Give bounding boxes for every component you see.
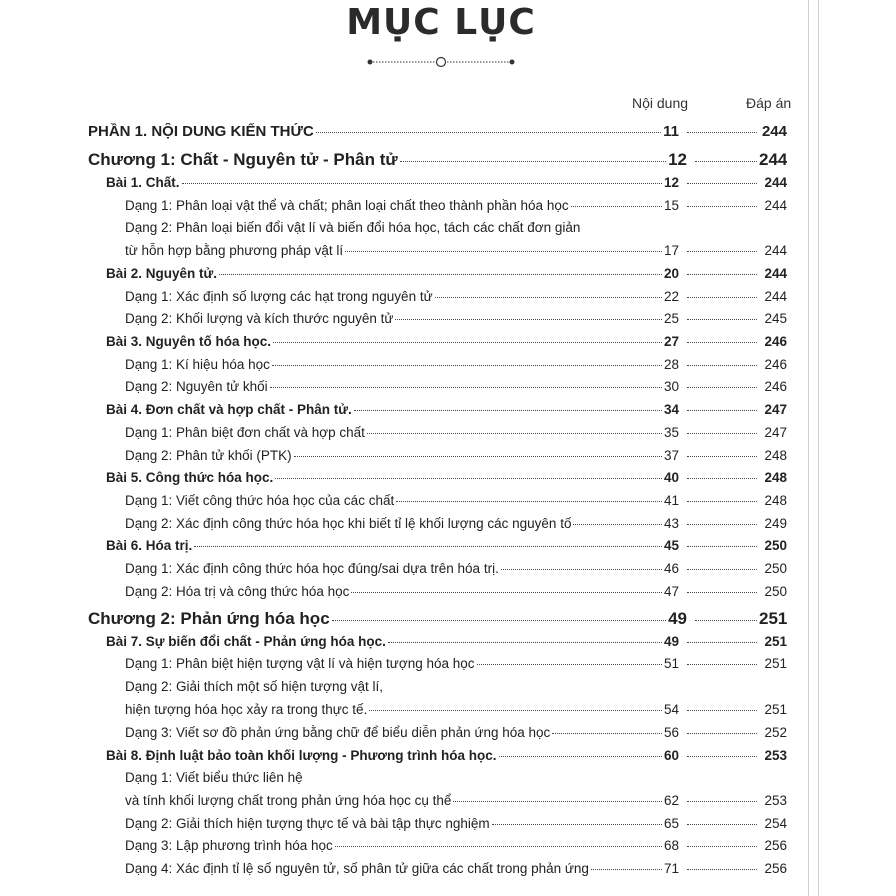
toc-entry[interactable] (125, 289, 787, 304)
toc-entry[interactable] (106, 470, 787, 485)
toc-entry-label: Dạng 2: Giải thích hiện tượng thực tế và bài tập thực nghiệm (125, 816, 490, 831)
column-header-answer: Đáp án (746, 95, 792, 111)
toc-entry-answer-page: 246 (764, 334, 787, 349)
toc-entry-page: 41 (663, 493, 679, 508)
toc-entry[interactable] (88, 609, 787, 629)
toc-entry-answer-page: 249 (764, 516, 787, 531)
toc-entry-page: 17 (663, 243, 679, 258)
toc-entry-label: Dạng 2: Xác định công thức hóa học khi biết tỉ lệ khối lượng các nguyên tố (125, 516, 572, 531)
toc-entry[interactable] (125, 584, 787, 599)
toc-entry-label: Bài 5. Công thức hóa học. (106, 470, 274, 485)
dot-leader (687, 546, 757, 547)
dot-leader (687, 869, 757, 870)
dot-leader (369, 710, 662, 711)
toc-entry[interactable] (106, 334, 787, 349)
toc-entry-page: 46 (663, 561, 679, 576)
toc-entry-page: 45 (663, 538, 679, 553)
toc-entry[interactable] (125, 679, 787, 694)
toc-entry-answer-page: 244 (764, 289, 787, 304)
toc-entry-label: từ hỗn hợp bằng phương pháp vật lí (125, 243, 344, 258)
dot-leader (435, 297, 662, 298)
toc-entry-answer-page: 247 (764, 402, 787, 417)
toc-entry-label: Dạng 4: Xác định tỉ lệ số nguyên tử, số phân tử giữa các chất trong phản ứng (125, 861, 589, 876)
toc-entry[interactable] (125, 448, 787, 463)
toc-entry-page: 30 (663, 379, 679, 394)
dot-leader (687, 824, 757, 825)
toc-entry-answer-page: 244 (759, 150, 787, 169)
toc-entry-label: Dạng 1: Kí hiệu hóa học (125, 357, 270, 372)
toc-entry[interactable] (125, 516, 787, 531)
dot-leader (335, 846, 662, 847)
dot-leader (275, 478, 662, 479)
toc-entry-label: Bài 8. Định luật bảo toàn khối lượng - Phương trình hóa học. (106, 748, 497, 763)
toc-entry[interactable] (106, 634, 787, 649)
dot-leader (367, 433, 662, 434)
toc-entry-answer-page: 244 (764, 198, 787, 213)
toc-entry-answer-page: 244 (764, 243, 787, 258)
dot-leader (453, 801, 662, 802)
dot-leader (687, 251, 757, 252)
toc-entry-label: hiện tượng hóa học xảy ra trong thực tế. (125, 702, 368, 717)
toc-entry[interactable] (125, 861, 787, 876)
toc-entry-label: Dạng 2: Khối lượng và kích thước nguyên tử (125, 311, 394, 326)
dot-leader (687, 387, 757, 388)
toc-entry-label: PHẦN 1. NỘI DUNG KIẾN THỨC (88, 123, 314, 140)
toc-entry-page: 65 (663, 816, 679, 831)
toc-entry-page: 12 (663, 175, 679, 190)
toc-entry-answer-page: 244 (764, 266, 787, 281)
dot-leader (687, 365, 757, 366)
toc-entry-answer-page: 247 (764, 425, 787, 440)
toc-entry-page: 35 (663, 425, 679, 440)
toc-entry-page: 68 (663, 838, 679, 853)
toc-entry-answer-page: 252 (764, 725, 787, 740)
dot-leader (351, 592, 662, 593)
toc-entry-page: 34 (663, 402, 679, 417)
toc-entry[interactable] (125, 816, 787, 831)
toc-entry-page: 11 (663, 123, 679, 140)
toc-entry-page: 22 (663, 289, 679, 304)
dot-leader (687, 410, 757, 411)
column-header-content: Nội dung (632, 95, 689, 111)
dot-leader (687, 433, 757, 434)
toc-entry-label: Bài 3. Nguyên tố hóa học. (106, 334, 272, 349)
dot-leader (687, 756, 757, 757)
dot-leader (687, 846, 757, 847)
dot-leader (182, 183, 662, 184)
page-edge-line (818, 0, 819, 896)
toc-entry[interactable] (88, 150, 787, 170)
toc-entry-page: 37 (663, 448, 679, 463)
dot-leader (687, 456, 757, 457)
toc-entry-page: 25 (663, 311, 679, 326)
dot-leader (552, 733, 662, 734)
toc-entry-page: 56 (663, 725, 679, 740)
toc-entry-page: 54 (663, 702, 679, 717)
dot-leader (294, 456, 662, 457)
toc-entry-answer-page: 253 (764, 748, 787, 763)
title-ornament (366, 55, 516, 69)
toc-entry-page: 49 (663, 634, 679, 649)
toc-entry[interactable] (125, 725, 787, 740)
toc-entry[interactable] (125, 311, 787, 326)
toc-entry-label: Bài 6. Hóa trị. (106, 538, 193, 553)
toc-entry-label: và tính khối lượng chất trong phản ứng hóa học cụ thể (125, 793, 452, 808)
dot-leader (194, 546, 662, 547)
toc-entry-label: Chương 1: Chất - Nguyên tử - Phân tử (88, 150, 398, 169)
toc-entry[interactable] (125, 770, 787, 785)
toc-entry-page: 51 (663, 656, 679, 671)
dot-leader (354, 410, 662, 411)
toc-entry-label: Dạng 1: Xác định công thức hóa học đúng/sai dựa trên hóa trị. (125, 561, 499, 576)
toc-entry[interactable] (125, 379, 787, 394)
toc-entry-label: Chương 2: Phản ứng hóa học (88, 609, 330, 628)
page-title: MỤC LỤC (346, 2, 536, 43)
toc-entry-answer-page: 251 (764, 656, 787, 671)
dot-leader (687, 206, 757, 207)
toc-entry-answer-page: 256 (764, 838, 787, 853)
toc-entry-label: Dạng 2: Giải thích một số hiện tượng vật lí, (125, 679, 384, 694)
toc-entry-answer-page: 244 (764, 175, 787, 190)
dot-leader (687, 319, 757, 320)
toc-entry-page: 71 (663, 861, 679, 876)
toc-entry[interactable] (125, 198, 787, 213)
dot-leader (687, 132, 757, 133)
dot-leader (477, 664, 662, 665)
dot-leader (687, 642, 757, 643)
dot-leader (272, 365, 662, 366)
dot-leader (687, 342, 757, 343)
toc-entry-label: Dạng 2: Phân tử khối (PTK) (125, 448, 292, 463)
toc-entry-label: Bài 4. Đơn chất và hợp chất - Phân tử. (106, 402, 352, 417)
dot-leader (687, 592, 757, 593)
toc-entry-answer-page: 250 (764, 584, 787, 599)
toc-entry-page: 27 (663, 334, 679, 349)
toc-entry[interactable] (106, 402, 787, 417)
dot-leader (316, 132, 661, 133)
dot-leader (219, 274, 662, 275)
toc-entry-label: Dạng 1: Viết biểu thức liên hệ (125, 770, 303, 785)
toc-entry-page: 20 (663, 266, 679, 281)
dot-leader (687, 733, 757, 734)
dot-leader (687, 478, 757, 479)
dot-leader (591, 869, 662, 870)
toc-entry-answer-page: 244 (761, 123, 787, 140)
toc-entry-page: 43 (663, 516, 679, 531)
dot-leader (332, 620, 666, 621)
toc-entry-answer-page: 250 (764, 561, 787, 576)
toc-entry[interactable] (125, 425, 787, 440)
dot-leader (687, 297, 757, 298)
toc-entry[interactable] (125, 357, 787, 372)
toc-entry[interactable] (125, 220, 787, 235)
toc-entry-label: Dạng 1: Phân biệt hiện tượng vật lí và hiện tượng hóa học (125, 656, 475, 671)
dot-leader (499, 756, 662, 757)
dot-leader (687, 501, 757, 502)
toc-entry-label: Bài 7. Sự biến đổi chất - Phản ứng hóa học. (106, 634, 386, 649)
dot-leader (695, 161, 757, 162)
toc-entry-label: Dạng 1: Phân biệt đơn chất và hợp chất (125, 425, 365, 440)
toc-entry-label: Bài 1. Chất. (106, 175, 180, 190)
toc-entry-answer-page: 251 (759, 609, 787, 628)
dot-leader (345, 251, 662, 252)
dot-leader (396, 501, 662, 502)
toc-entry[interactable] (125, 793, 787, 808)
dot-leader (492, 824, 662, 825)
toc-entry[interactable] (106, 266, 787, 281)
toc-entry-label: Dạng 3: Viết sơ đồ phản ứng bằng chữ để biểu diễn phản ứng hóa học (125, 725, 551, 740)
toc-entry-answer-page: 248 (764, 470, 787, 485)
dot-leader (571, 206, 662, 207)
toc-entry-label: Dạng 1: Xác định số lượng các hạt trong nguyên tử (125, 289, 433, 304)
dot-leader (687, 801, 757, 802)
dot-leader (687, 183, 757, 184)
toc-entry[interactable] (125, 838, 787, 853)
toc-entry-page: 40 (663, 470, 679, 485)
toc-entry[interactable] (106, 748, 787, 763)
toc-entry-page: 15 (663, 198, 679, 213)
toc-entry[interactable] (125, 702, 787, 717)
toc-entry-answer-page: 254 (764, 816, 787, 831)
toc-entry[interactable] (106, 175, 787, 190)
toc-entry-answer-page: 246 (764, 379, 787, 394)
dot-leader (400, 161, 666, 162)
toc-entry[interactable] (125, 561, 787, 576)
toc-entry-page: 28 (663, 357, 679, 372)
dot-leader (687, 274, 757, 275)
dot-leader (687, 569, 757, 570)
toc-entry-answer-page: 245 (764, 311, 787, 326)
toc-entry-answer-page: 248 (764, 493, 787, 508)
toc-entry[interactable] (106, 538, 787, 553)
dot-leader (687, 524, 757, 525)
toc-entry-label: Dạng 2: Phân loại biến đổi vật lí và biến đổi hóa học, tách các chất đơn giản (125, 220, 581, 235)
toc-entry-page: 47 (663, 584, 679, 599)
dot-leader (687, 664, 757, 665)
toc-entry-page: 12 (668, 150, 687, 169)
toc-entry-label: Dạng 1: Phân loại vật thể và chất; phân loại chất theo thành phần hóa học (125, 198, 569, 213)
toc-entry-page: 60 (663, 748, 679, 763)
dot-leader (695, 620, 757, 621)
toc-entry[interactable] (125, 243, 787, 258)
toc-entry-answer-page: 256 (764, 861, 787, 876)
dot-leader (270, 387, 662, 388)
toc-entry-page: 49 (668, 609, 687, 628)
toc-entry-label: Dạng 3: Lập phương trình hóa học (125, 838, 333, 853)
toc-entry-answer-page: 251 (764, 634, 787, 649)
toc-entry-label: Dạng 2: Hóa trị và công thức hóa học (125, 584, 350, 599)
toc-entry[interactable] (88, 123, 787, 140)
dot-leader (388, 642, 662, 643)
toc-entry[interactable] (125, 656, 787, 671)
toc-entry-label: Bài 2. Nguyên tử. (106, 266, 218, 281)
dot-leader (573, 524, 662, 525)
toc-entry-answer-page: 250 (764, 538, 787, 553)
page-edge-line (808, 0, 809, 896)
dot-leader (395, 319, 662, 320)
dot-leader (273, 342, 662, 343)
toc-entry[interactable] (125, 493, 787, 508)
dot-leader (687, 710, 757, 711)
dot-leader (501, 569, 662, 570)
toc-entry-answer-page: 253 (764, 793, 787, 808)
toc-entry-page: 62 (663, 793, 679, 808)
toc-entry-answer-page: 246 (764, 357, 787, 372)
toc-entry-label: Dạng 2: Nguyên tử khối (125, 379, 268, 394)
toc-entry-answer-page: 248 (764, 448, 787, 463)
toc-entry-label: Dạng 1: Viết công thức hóa học của các chất (125, 493, 395, 508)
toc-entry-answer-page: 251 (764, 702, 787, 717)
